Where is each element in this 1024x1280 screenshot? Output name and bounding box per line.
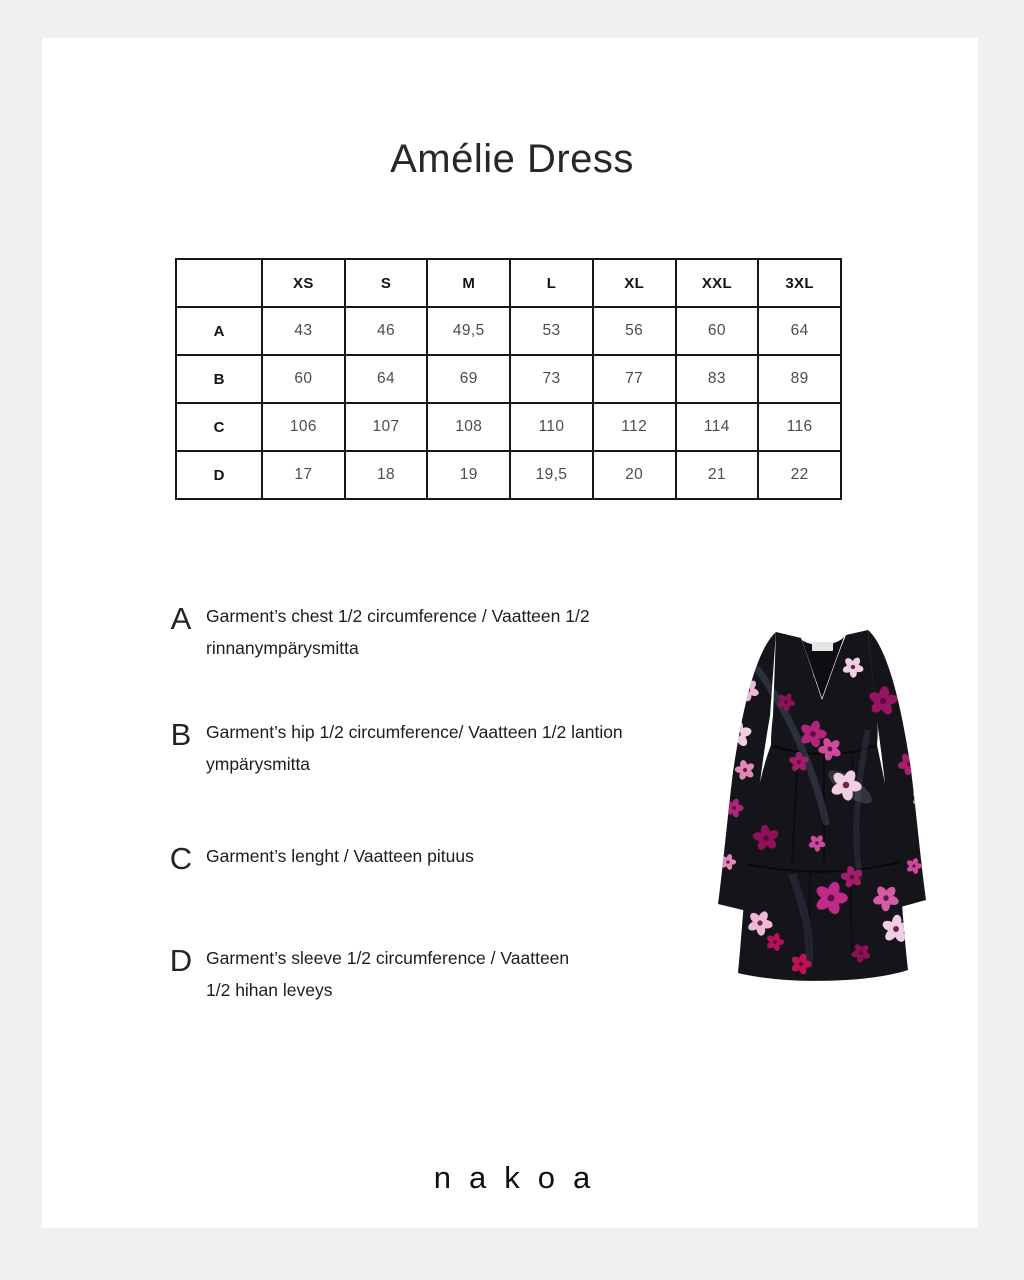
measurement-row-label: D: [176, 451, 262, 499]
measurement-row-label: B: [176, 355, 262, 403]
size-value-cell: 17: [262, 451, 345, 499]
size-value-cell: 49,5: [427, 307, 510, 355]
size-value-cell: 106: [262, 403, 345, 451]
legend-item-c: [158, 840, 684, 874]
legend-letter-a: A: [170, 601, 192, 636]
size-value-cell: 73: [510, 355, 593, 403]
size-column-header: [176, 259, 262, 307]
size-value-cell: 64: [758, 307, 841, 355]
size-value-cell: 19: [427, 451, 510, 499]
size-value-cell: 116: [758, 403, 841, 451]
size-value-cell: 77: [593, 355, 676, 403]
size-value-cell: 110: [510, 403, 593, 451]
size-value-cell: 20: [593, 451, 676, 499]
legend-text-a-line1: Garment’s chest 1/2 circumference / Vaatteen 1/2: [206, 606, 590, 626]
legend-text-a: [204, 600, 684, 664]
size-value-cell: 46: [345, 307, 428, 355]
size-value-cell: 60: [676, 307, 759, 355]
size-value-cell: 18: [345, 451, 428, 499]
legend-text-d-line1: Garment’s sleeve 1/2 circumference / Vaatteen: [206, 948, 570, 968]
product-photo-floral-dress: [700, 612, 948, 990]
legend-text-b-line2: ympärysmitta: [206, 754, 311, 774]
legend-text-d: [204, 942, 684, 1006]
size-value-cell: 83: [676, 355, 759, 403]
size-value-cell: 114: [676, 403, 759, 451]
product-title: Amélie Dress: [390, 137, 634, 181]
size-value-cell: 53: [510, 307, 593, 355]
size-column-header: 3XL: [758, 259, 841, 307]
size-column-header: XL: [593, 259, 676, 307]
size-value-cell: 19,5: [510, 451, 593, 499]
size-column-header: XXL: [676, 259, 759, 307]
size-column-header: M: [427, 259, 510, 307]
size-value-cell: 112: [593, 403, 676, 451]
size-value-cell: 64: [345, 355, 428, 403]
size-value-cell: 108: [427, 403, 510, 451]
size-table-row: [176, 307, 841, 355]
measurement-row-label: A: [176, 307, 262, 355]
size-table-header: [176, 259, 841, 307]
legend-text-b: [204, 716, 684, 780]
legend-item-b: [158, 716, 684, 780]
size-column-header: S: [345, 259, 428, 307]
legend-text-b-line1: Garment’s hip 1/2 circumference/ Vaatteen 1/2 lantion: [206, 722, 623, 742]
size-value-cell: 56: [593, 307, 676, 355]
size-column-header: XS: [262, 259, 345, 307]
size-table-row: [176, 403, 841, 451]
legend-text-c-line1: Garment’s lenght / Vaatteen pituus: [206, 846, 474, 866]
legend-item-d: [158, 942, 684, 1006]
legend-text-a-line2: rinnanympärysmitta: [206, 638, 359, 658]
size-value-cell: 69: [427, 355, 510, 403]
size-table-body: [176, 307, 841, 499]
brand-logo: nakoa: [433, 1160, 609, 1195]
legend-text-c: [204, 840, 684, 872]
legend-letter-c: C: [169, 841, 193, 876]
size-value-cell: 21: [676, 451, 759, 499]
size-table-header-row: [176, 259, 841, 307]
size-table: [175, 258, 842, 500]
size-value-cell: 22: [758, 451, 841, 499]
size-table-row: [176, 451, 841, 499]
size-table-row: [176, 355, 841, 403]
legend-letter-d: D: [169, 943, 193, 978]
legend-text-d-line2: 1/2 hihan leveys: [206, 980, 333, 1000]
measurement-row-label: C: [176, 403, 262, 451]
size-value-cell: 89: [758, 355, 841, 403]
legend-item-a: [158, 600, 684, 664]
size-value-cell: 60: [262, 355, 345, 403]
size-column-header: L: [510, 259, 593, 307]
size-value-cell: 43: [262, 307, 345, 355]
size-value-cell: 107: [345, 403, 428, 451]
dress-neck-label: [812, 642, 833, 651]
legend-letter-b: B: [170, 717, 192, 752]
